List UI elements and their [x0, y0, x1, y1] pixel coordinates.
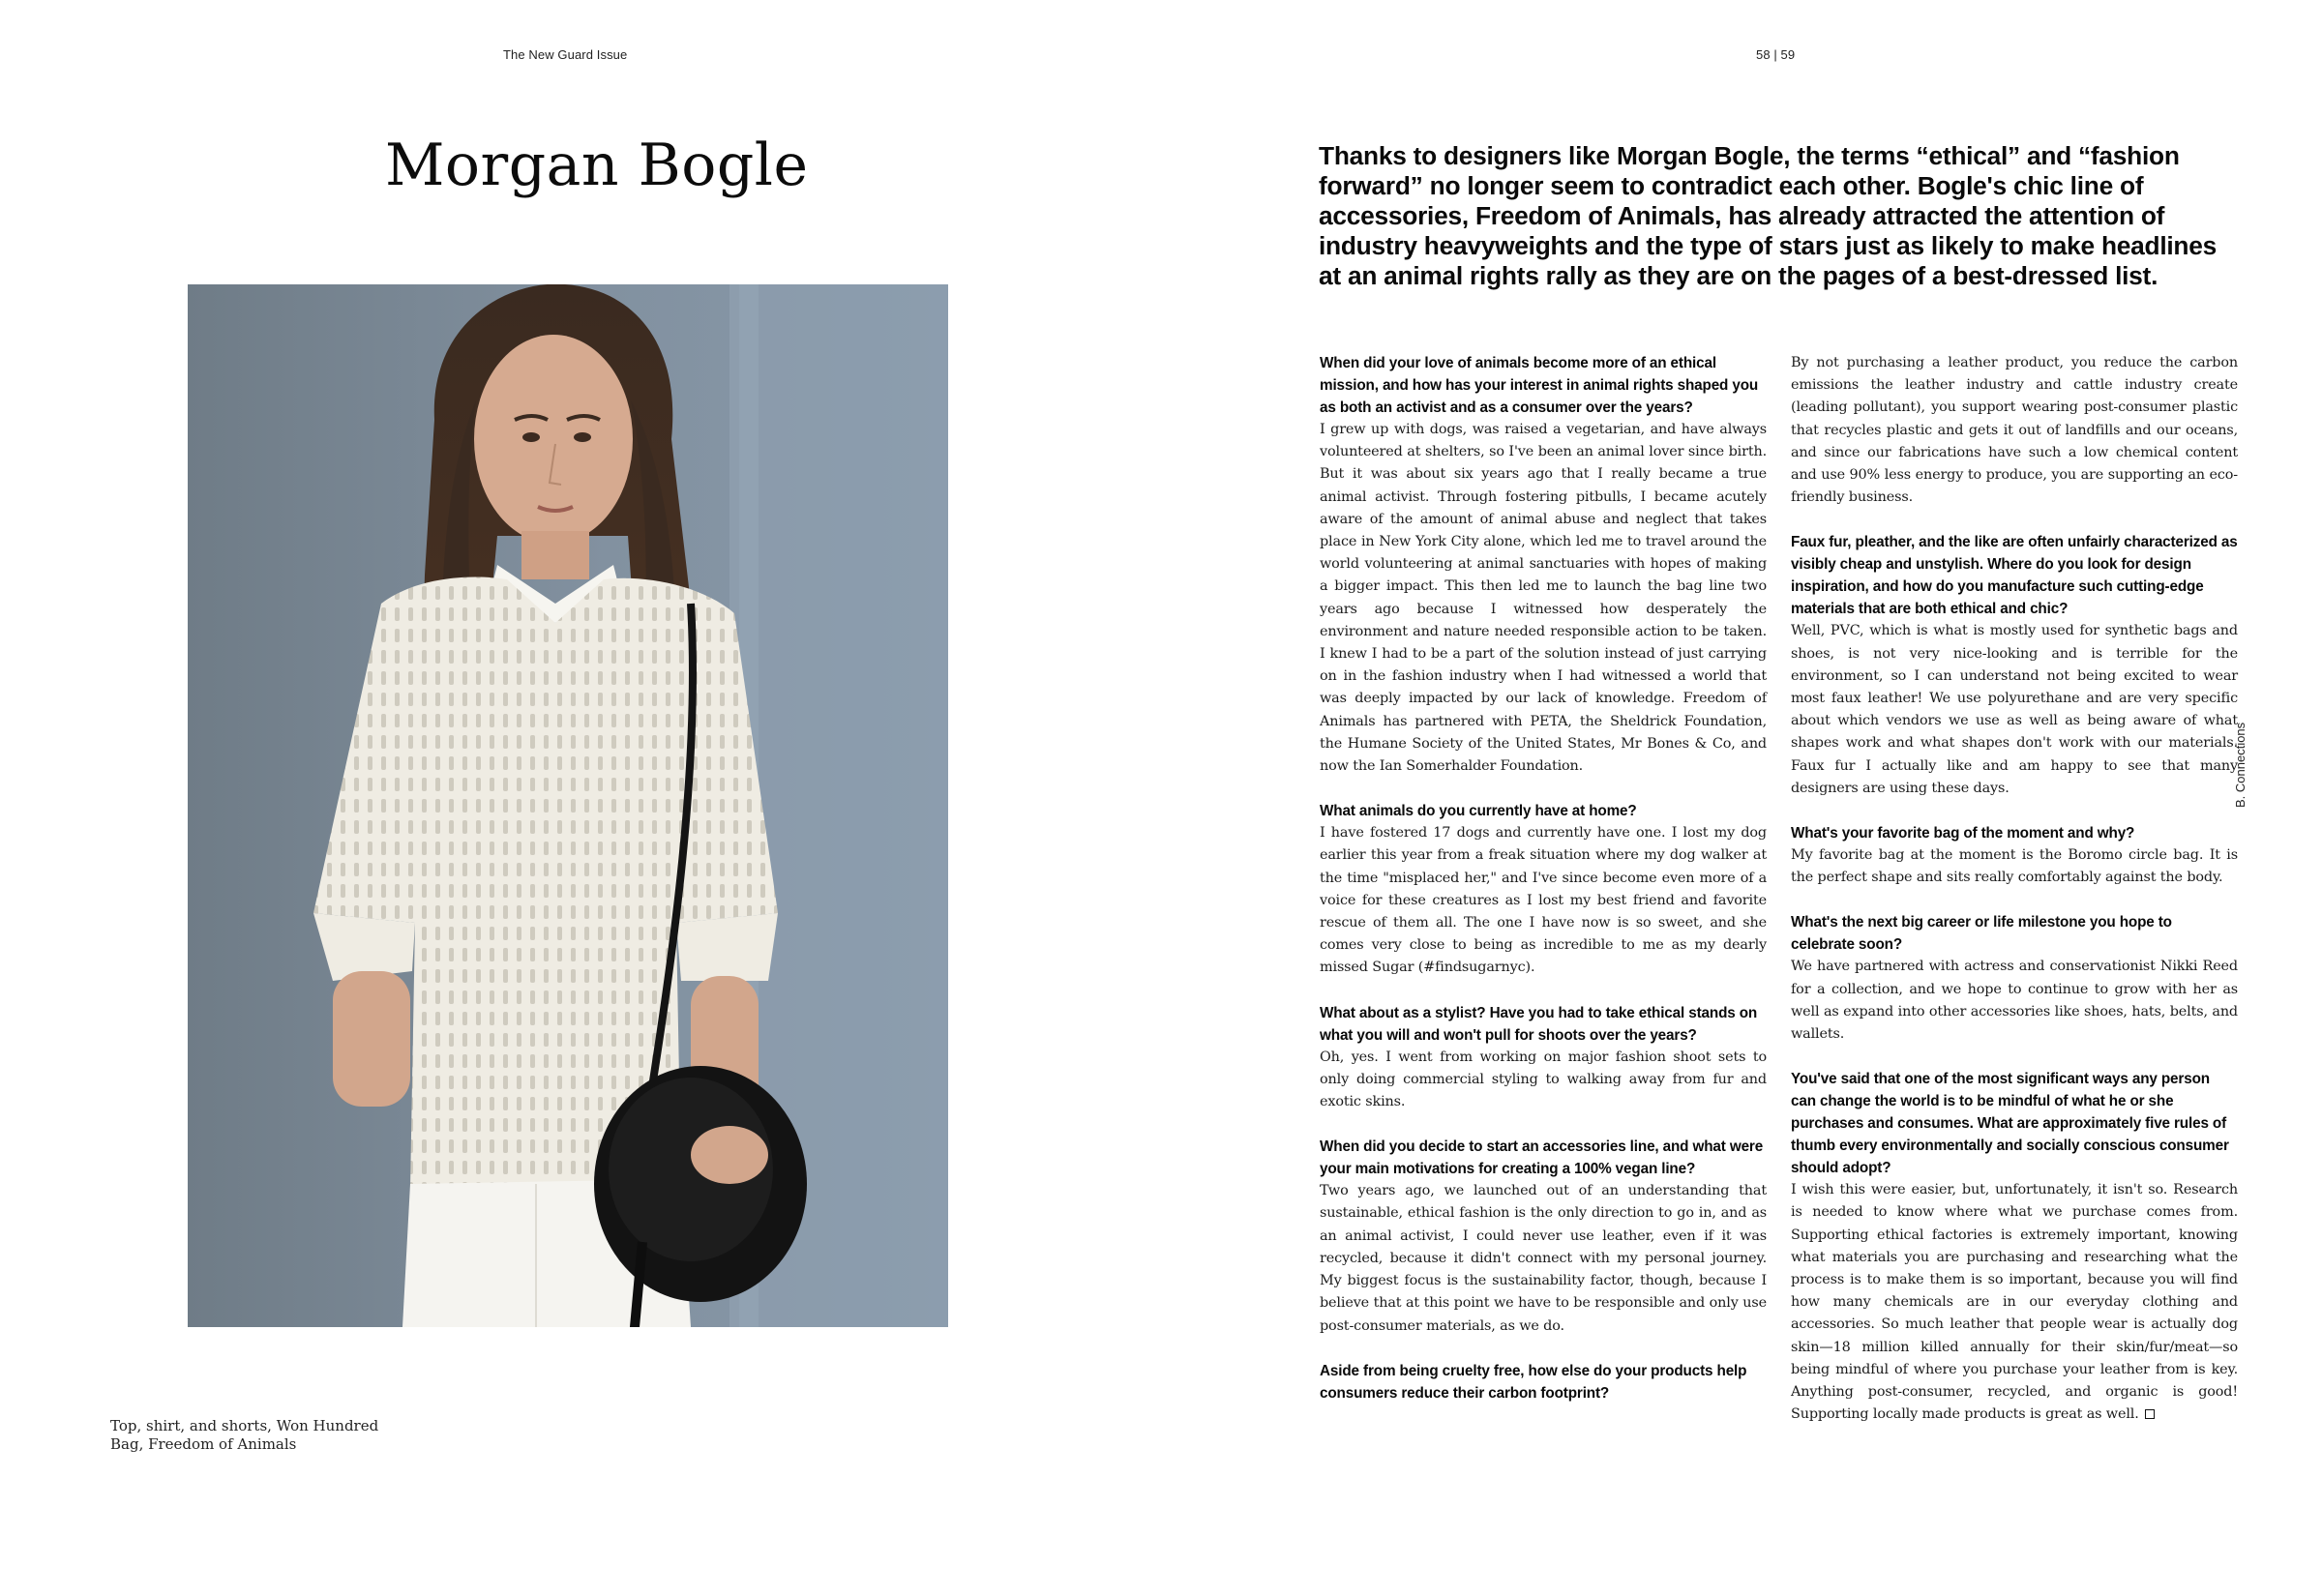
question: When did your love of animals become more of an ethical mission, and how has your interest in animal rights shaped you as both an activist and as a consumer over the years? [1320, 355, 1759, 416]
page-title: Morgan Bogle [385, 132, 809, 199]
answer: We have partnered with actress and conservationist Nikki Reed for a collection, and we hope to continue to grow with her as well as expand into other accessories like shoes, hats, belts, and wallets. [1791, 959, 2238, 1043]
interview-item [1320, 352, 1767, 778]
question: When did you decide to start an accessories line, and what were your main motivations for creating a 100% vegan line? [1320, 1138, 1764, 1178]
question: You've said that one of the most significant ways any person can change the world is to be mindful of what he or she purchases and consumes. What are approximately five rules of thumb every environmentally and socially conscious consumer should adopt? [1791, 1071, 2229, 1177]
interview-item [1791, 531, 2238, 800]
section-label: B. Connections [2233, 722, 2248, 808]
question: What's your favorite bag of the moment and why? [1791, 825, 2135, 842]
portrait-photo [188, 284, 948, 1327]
answer: My favorite bag at the moment is the Boromo circle bag. It is the perfect shape and sits really comfortably against the body. [1791, 847, 2238, 886]
answer: By not purchasing a leather product, you reduce the carbon emissions the leather industry and cattle industry create (leading pollutant), you support wearing post-consumer plastic that recycles plastic and gets it out of landfills and our oceans, and since our fabrications have such a low chemical content and use 90% less energy to produce, you are supporting an eco-friendly business. [1791, 355, 2238, 506]
question: What animals do you currently have at home? [1320, 803, 1637, 820]
issue-label: The New Guard Issue [503, 47, 628, 62]
interview-item [1791, 1068, 2238, 1426]
answer [1791, 1179, 2238, 1426]
question: What's the next big career or life milestone you hope to celebrate soon? [1791, 914, 2172, 954]
answer: Two years ago, we launched out of an understanding that sustainable, ethical fashion is the only direction to go in, and as an animal activist, I could never use leather, even if it was recycled, because it didn't connect with my personal journey. My biggest focus is the sustainability factor, though, because I believe that at this point we have to be responsible and only use post-consumer materials, as we do. [1320, 1183, 1767, 1334]
question: Aside from being cruelty free, how else do your products help consumers reduce their carbon footprint? [1320, 1362, 1747, 1402]
interview-item [1791, 911, 2238, 1046]
intro-standfirst: Thanks to designers like Morgan Bogle, the terms “ethical” and “fashion forward” no longer seem to contradict each other. Bogle's chic line of accessories, Freedom of Animals, has already attracted the attention of industry heavyweights and the type of stars just as likely to make headlines at an animal rights rally as they are on the pages of a best-dressed list. [1319, 141, 2217, 290]
answer: Oh, yes. I went from working on major fashion shoot sets to only doing commercial styling to walking away from fur and exotic skins. [1320, 1049, 1767, 1110]
interview-item [1791, 822, 2238, 889]
caption-line: Bag, Freedom of Animals [110, 1435, 297, 1453]
question: Faux fur, pleather, and the like are often unfairly characterized as visibly cheap and unstylish. Where do you look for design inspiration, and how do you manufacture such cutting-edge materials that are both ethical and chic? [1791, 534, 2238, 618]
interview-item [1320, 800, 1767, 979]
answer-text: I wish this were easier, but, unfortunately, it isn't so. Research is needed to know where what we purchase comes from. Supporting ethical factories is extremely important, knowing what materials you are purchasing and researching what the process is to make them is so important, because you will find how many chemicals are in our everyday clothing and accessories. So much leather that people wear is actually dog skin—18 million killed annually for their skin/fur/meat—so being mindful of where you purchase your leather from is key. Anything post-consumer, recycled, and organic is good! Supporting locally made products is great as well. [1791, 1182, 2238, 1423]
answer: Well, PVC, which is what is mostly used for synthetic bags and shoes, is not very nice-looking and is terrible for the environment, so I can understand not being excited to wear most faux leather! We use polyurethane and are very specific about which vendors we use as well as being aware of what shapes work and what shapes don't work with our materials. Faux fur I actually like and am happy to see that many designers are using these days. [1791, 623, 2238, 796]
answer: I have fostered 17 dogs and currently have one. I lost my dog earlier this year from a freak situation where my dog walker at the time "misplaced her," and I've since become even more of a voice for these creatures as I lost my best friend and favorite rescue of them all. The one I have now is so sweet, and she comes very close to being as incredible to me as my dearly missed Sugar (#findsugarnyc). [1320, 825, 1767, 976]
question: What about as a stylist? Have you had to take ethical stands on what you will and won't pull for shoots over the years? [1320, 1004, 1758, 1044]
interview-column-right [1791, 352, 2238, 1449]
interview-item [1791, 352, 2238, 509]
interview-item [1320, 1136, 1767, 1337]
interview-column-left [1320, 352, 1767, 1427]
interview-item [1320, 1002, 1767, 1114]
answer: I grew up with dogs, was raised a vegetarian, and have always volunteered at shelters, so I've been an animal lover since birth. But it was about six years ago that I really became a true animal activist. Through fostering pitbulls, I became acutely aware of the amount of animal abuse and neglect that takes place in New York City alone, which led me to travel around the world volunteering at animal sanctuaries with hopes of making a bigger impact. This then led me to launch the bag line two years ago because I witnessed how desperately the environment and nature needed responsible action to be taken. I knew I had to be a part of the solution instead of just carrying on in the fashion industry when I had witnessed a world that was deeply impacted by our lack of knowledge. Freedom of Animals has partnered with PETA, the Sheldrick Foundation, the Humane Society of the United States, Mr Bones & Co, and now the Ian Somerhalder Foundation. [1320, 422, 1767, 775]
interview-item [1320, 1360, 1767, 1404]
page-numbers: 58 | 59 [1756, 47, 1796, 62]
photo-caption [110, 1417, 439, 1454]
end-square-icon [2145, 1409, 2155, 1419]
caption-line: Top, shirt, and shorts, Won Hundred [110, 1417, 379, 1434]
